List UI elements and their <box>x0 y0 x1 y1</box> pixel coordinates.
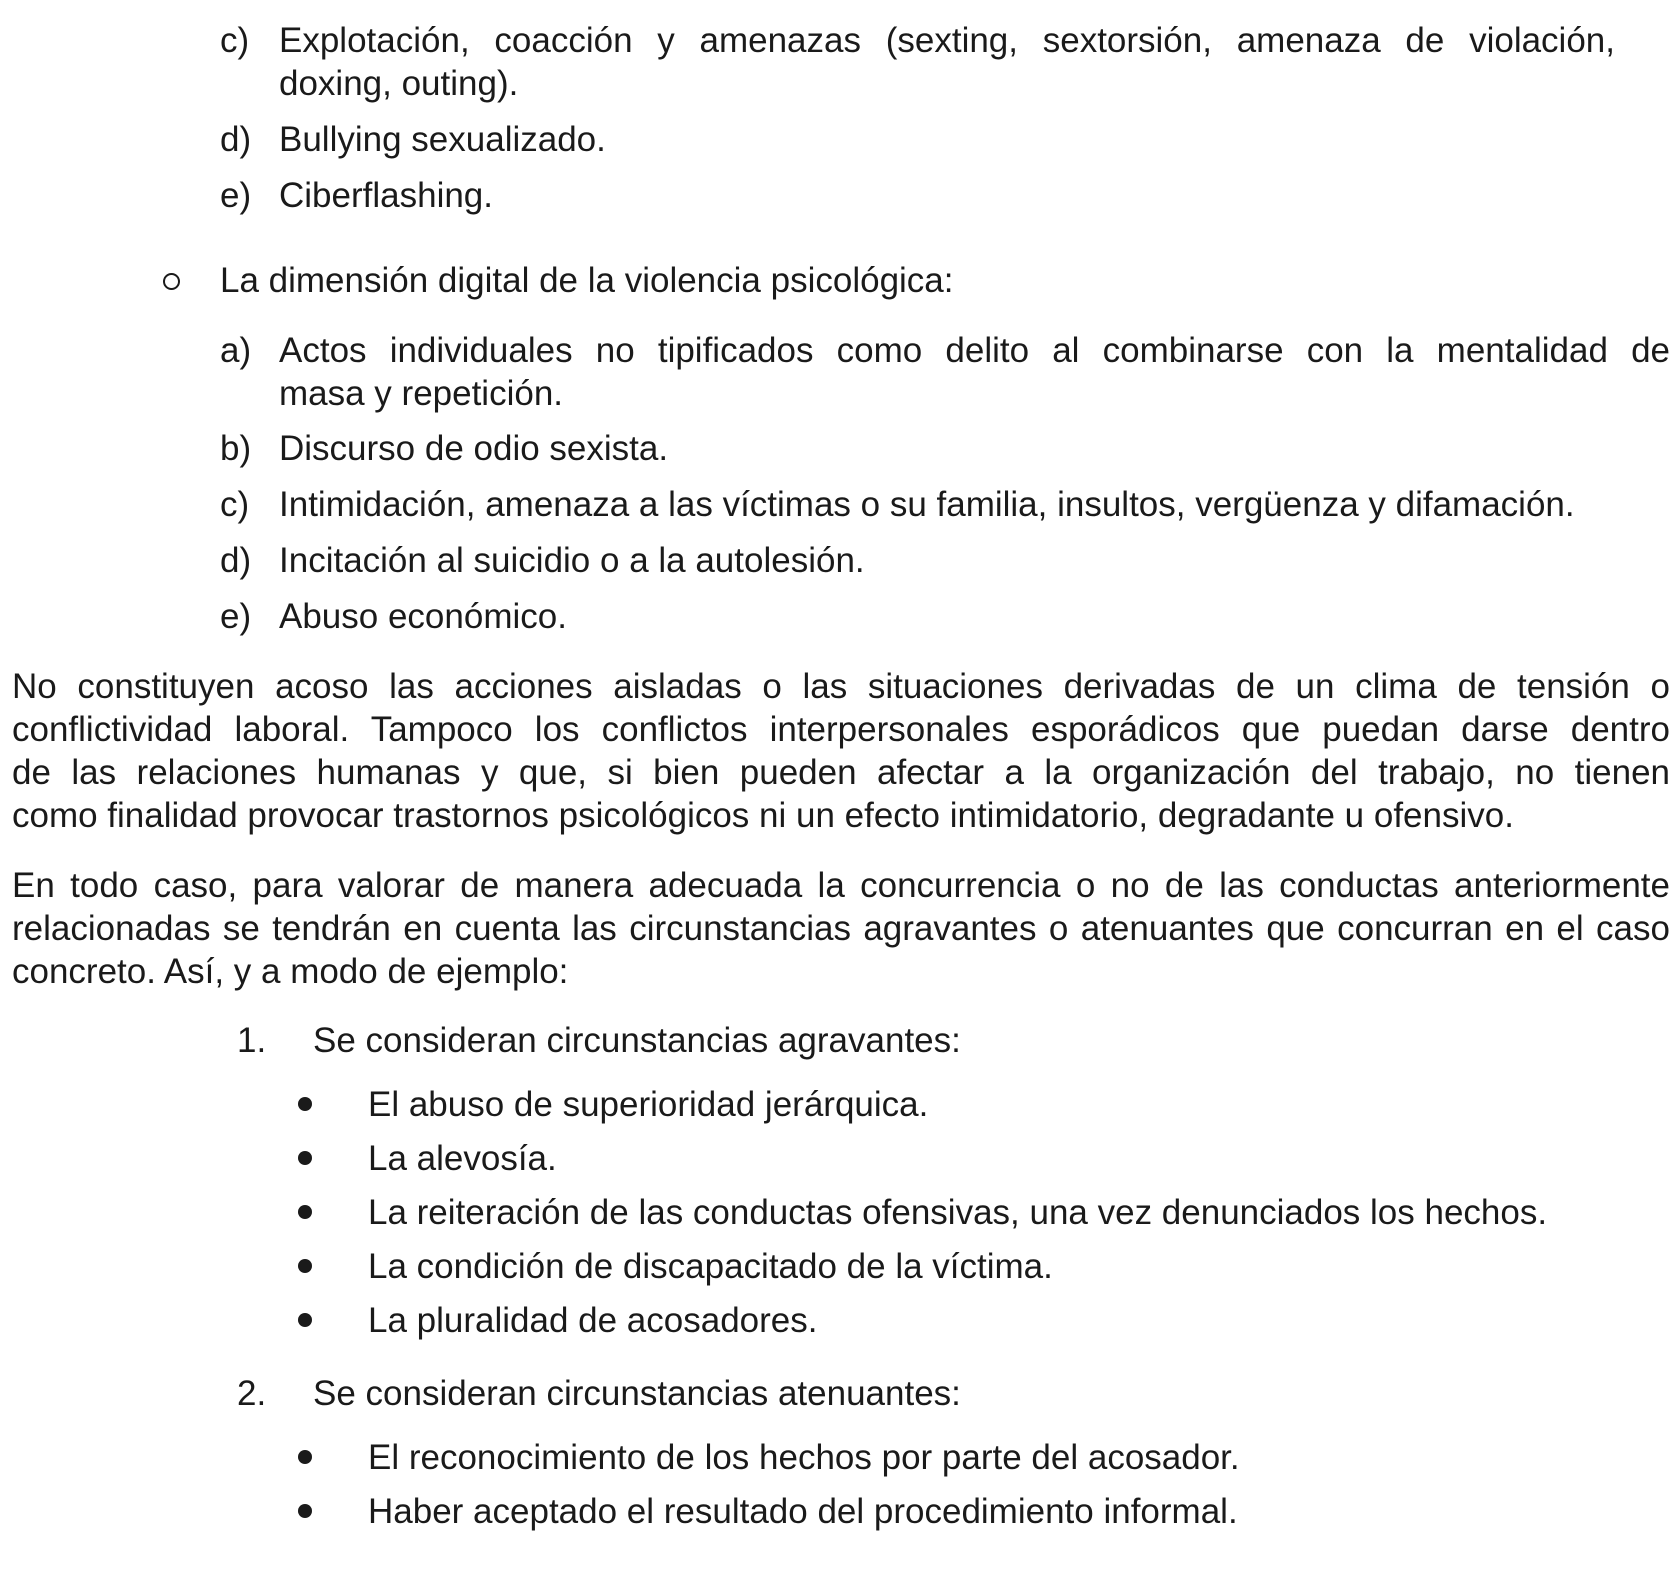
paragraph-line: de las relaciones humanas y que, si bien pueden afectar a la organización del trabajo, no tienen <box>12 753 1670 792</box>
bullet-item-text: La reiteración de las conductas ofensivas, una vez denunciados los hechos. <box>368 1193 1548 1232</box>
list-item-text: Bullying sexualizado. <box>279 120 606 159</box>
numbered-item-title: Se consideran circunstancias agravantes: <box>313 1021 961 1060</box>
list-item-label: e) <box>220 176 252 215</box>
list-item-label: e) <box>220 597 252 636</box>
bullet-item-text: La alevosía. <box>368 1139 557 1178</box>
list-item-label: d) <box>220 541 252 580</box>
numbered-item-label: 2. <box>237 1374 267 1413</box>
bullet-icon <box>298 1313 312 1327</box>
list-item-label: c) <box>220 485 250 524</box>
bullet-item-text: La condición de discapacitado de la víctima. <box>368 1247 1053 1286</box>
list-item-text: Incitación al suicidio o a la autolesión. <box>279 541 865 580</box>
paragraph-line: En todo caso, para valorar de manera adecuada la concurrencia o no de las conductas anteriormente <box>12 866 1670 905</box>
bullet-item-text: Haber aceptado el resultado del procedimiento informal. <box>368 1492 1238 1531</box>
paragraph-line: concreto. Así, y a modo de ejemplo: <box>12 952 569 991</box>
bullet-icon <box>298 1205 312 1219</box>
bullet-icon <box>298 1259 312 1273</box>
paragraph-line: No constituyen acoso las acciones aisladas o las situaciones derivadas de un clima de tensión o <box>12 667 1670 706</box>
list-item-text: Abuso económico. <box>279 597 567 636</box>
list-item-text: Ciberflashing. <box>279 176 493 215</box>
numbered-item-label: 1. <box>237 1021 267 1060</box>
list-item-text: Intimidación, amenaza a las víctimas o su familia, insultos, vergüenza y difamación. <box>279 485 1575 524</box>
list-item-text: doxing, outing). <box>279 64 519 103</box>
bullet-item-text: El abuso de superioridad jerárquica. <box>368 1085 929 1124</box>
bullet-icon <box>298 1097 312 1111</box>
list-item-text: Explotación, coacción y amenazas (sexting, sextorsión, amenaza de violación, <box>279 21 1615 60</box>
bullet-item-text: La pluralidad de acosadores. <box>368 1301 818 1340</box>
circle-bullet-icon <box>163 273 180 290</box>
bullet-item-text: El reconocimiento de los hechos por parte del acosador. <box>368 1438 1240 1477</box>
paragraph-line: como finalidad provocar trastornos psicológicos ni un efecto intimidatorio, degradante u ofensivo. <box>12 796 1514 835</box>
bullet-icon <box>298 1151 312 1165</box>
list-item-label: d) <box>220 120 252 159</box>
list-item-label: a) <box>220 331 252 370</box>
bullet-icon <box>298 1450 312 1464</box>
list-item-text: Discurso de odio sexista. <box>279 429 669 468</box>
list-item-text: Actos individuales no tipificados como delito al combinarse con la mentalidad de <box>279 331 1670 370</box>
bullet-icon <box>298 1504 312 1518</box>
list-item-text: masa y repetición. <box>279 374 564 413</box>
list-item-label: c) <box>220 21 250 60</box>
paragraph-line: relacionadas se tendrán en cuenta las circunstancias agravantes o atenuantes que concurran en el caso <box>12 909 1670 948</box>
numbered-item-title: Se consideran circunstancias atenuantes: <box>313 1374 961 1413</box>
section-heading: La dimensión digital de la violencia psicológica: <box>220 261 954 300</box>
paragraph-line: conflictividad laboral. Tampoco los conflictos interpersonales esporádicos que puedan darse dentro <box>12 710 1670 749</box>
list-item-label: b) <box>220 429 252 468</box>
